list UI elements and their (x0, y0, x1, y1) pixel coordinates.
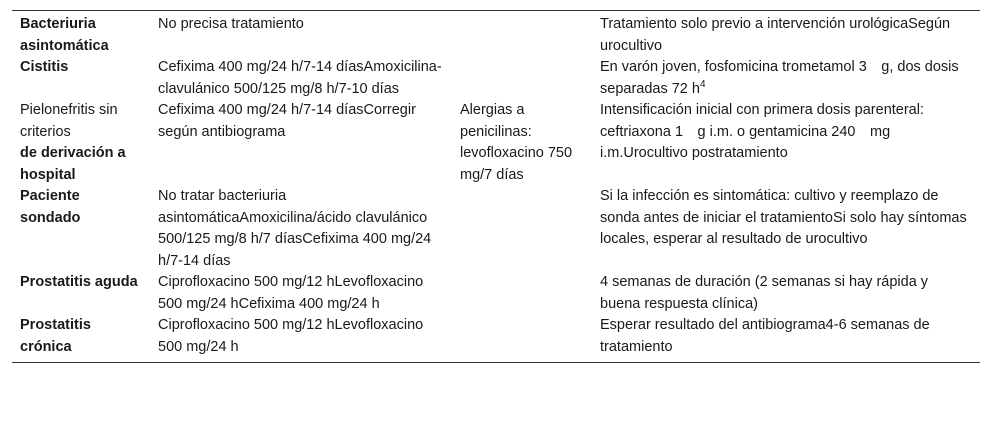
condition-cell (12, 272, 150, 315)
alternative-cell: Alergias a penicilinas: levofloxacino 750 mg/7 días (460, 102, 573, 183)
condition-cell (12, 186, 150, 272)
notes-text: Intensificación inicial con primera dosis parenteral: ceftriaxona 1 g i.m. o gentamicina 240 mg i.m.Urocultivo postratamiento (600, 102, 924, 161)
condition-label: Pielonefritis sin criterios (20, 102, 118, 140)
treatment-cell: Ciprofloxacino 500 mg/12 hLevofloxacino 500 mg/24 h (158, 317, 424, 355)
notes-cell (592, 11, 980, 58)
notes-cell (592, 186, 980, 272)
notes-cell (592, 100, 980, 186)
treatment-cell: Cefixima 400 mg/24 h/7-14 díasCorregir según antibiograma (158, 102, 416, 140)
alternative-cell (452, 186, 592, 272)
alternative-cell (452, 57, 592, 100)
condition-label: Prostatitis crónica (20, 317, 91, 355)
table-row (12, 100, 980, 186)
notes-cell (592, 57, 980, 100)
condition-cell (12, 315, 150, 363)
treatment-cell: No precisa tratamiento (158, 16, 304, 32)
reference-superscript: 4 (699, 78, 706, 90)
alternative-cell (452, 272, 592, 315)
table-row (12, 272, 980, 315)
condition-cell (12, 57, 150, 100)
notes-text: En varón joven, fosfomicina trometamol 3 g, dos dosis separadas 72 h (600, 59, 959, 97)
notes-text: Tratamiento solo previo a intervención urológicaSegún urocultivo (600, 16, 951, 54)
treatment-cell: Cefixima 400 mg/24 h/7-14 díasAmoxicilina-clavulánico 500/125 mg/8 h/7-10 días (158, 59, 442, 97)
condition-label: Paciente sondado (20, 188, 81, 226)
notes-cell (592, 315, 980, 363)
table-row (12, 186, 980, 272)
condition-label-bold: de derivación a hospital (20, 145, 126, 183)
notes-text: Esperar resultado del antibiograma4-6 semanas de tratamiento (600, 317, 930, 355)
treatment-table (12, 10, 980, 363)
condition-label: Prostatitis aguda (20, 274, 138, 290)
notes-cell (592, 272, 980, 315)
condition-cell (12, 100, 150, 186)
treatment-table-container (12, 10, 980, 363)
treatment-cell: Ciprofloxacino 500 mg/12 hLevofloxacino 500 mg/24 hCefixima 400 mg/24 h (158, 274, 424, 312)
condition-cell (12, 11, 150, 58)
treatment-cell: No tratar bacteriuria asintomáticaAmoxicilina/ácido clavulánico 500/125 mg/8 h/7 díasCefixima 400 mg/24 h/7-14 días (158, 188, 432, 269)
alternative-cell (452, 315, 592, 363)
alternative-cell (452, 11, 592, 58)
table-row (12, 315, 980, 363)
notes-text: 4 semanas de duración (2 semanas si hay rápida y buena respuesta clínica) (600, 274, 929, 312)
table-row (12, 11, 980, 58)
notes-text: Si la infección es sintomática: cultivo y reemplazo de sonda antes de iniciar el tratamientoSi solo hay síntomas locales, esperar al resultado de urocultivo (600, 188, 967, 247)
condition-label: Cistitis (20, 59, 69, 75)
condition-label: Bacteriuria asintomática (20, 16, 109, 54)
table-row (12, 57, 980, 100)
